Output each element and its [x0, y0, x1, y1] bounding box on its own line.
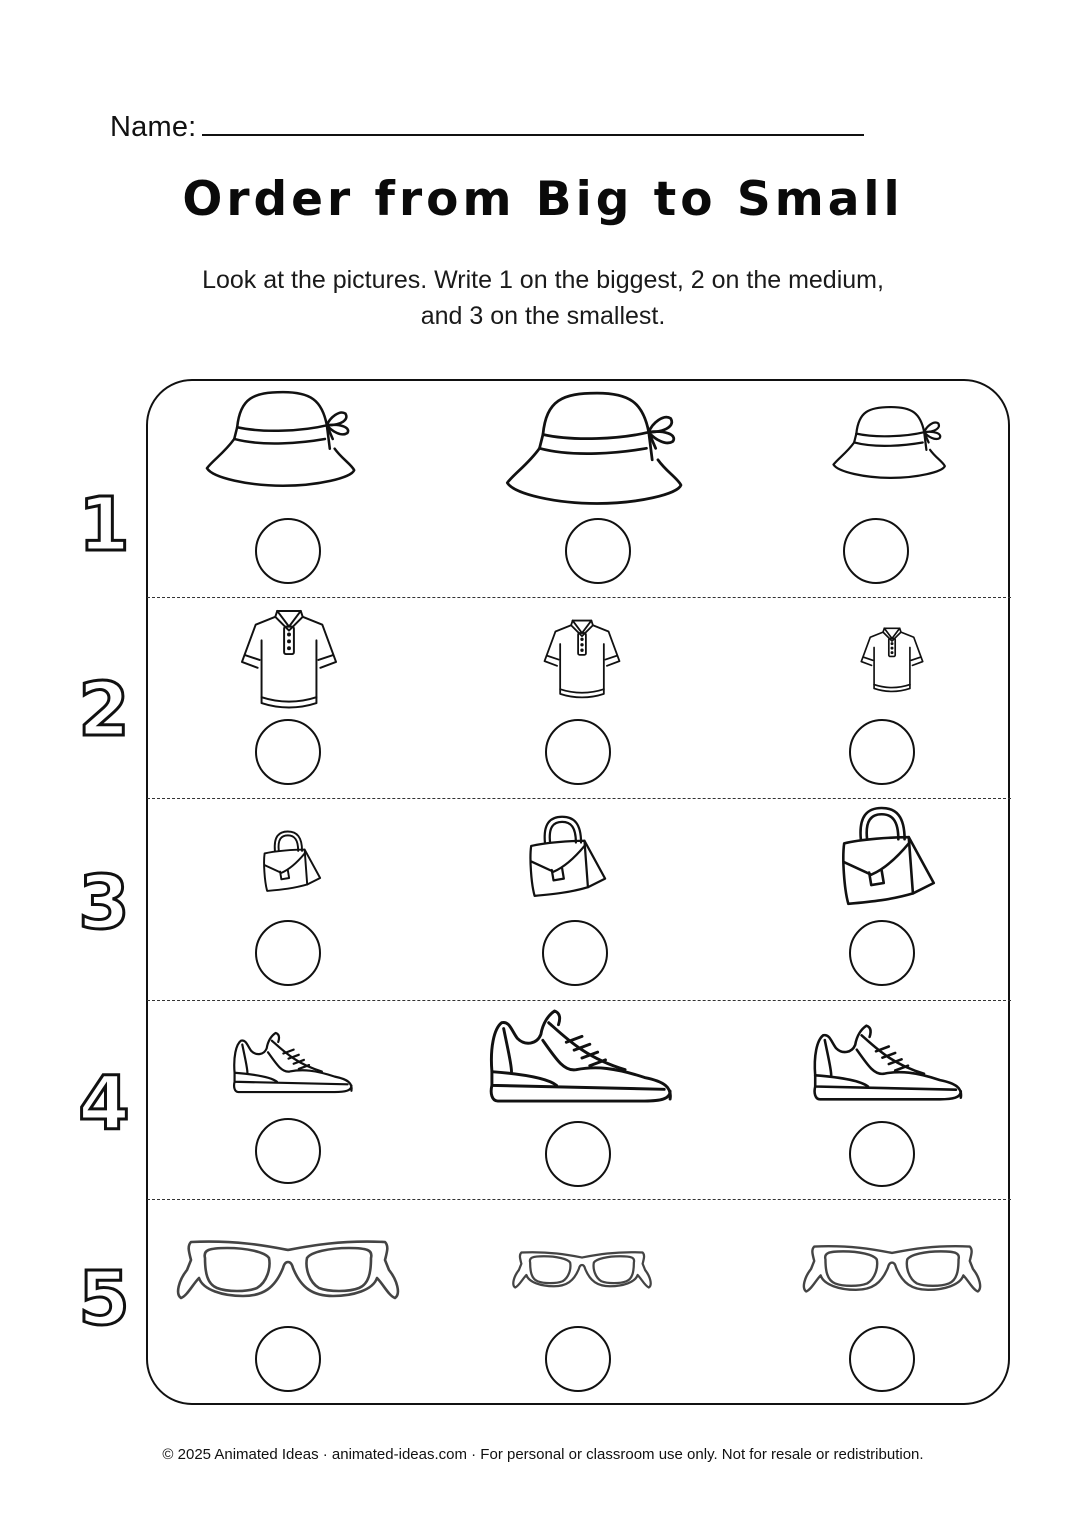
- handbag-icon: [262, 830, 324, 895]
- sneaker-icon: [488, 1008, 674, 1104]
- glasses-icon: [512, 1250, 652, 1290]
- answer-circle[interactable]: [565, 518, 631, 584]
- answer-circle[interactable]: [545, 1121, 611, 1187]
- row-divider: [147, 1000, 1011, 1001]
- answer-circle[interactable]: [255, 1326, 321, 1392]
- shirt-icon: [543, 615, 621, 701]
- name-field[interactable]: [110, 108, 864, 144]
- row-number-4: 4: [78, 1061, 130, 1147]
- row-number-3: 3: [78, 860, 130, 946]
- answer-circle[interactable]: [255, 920, 321, 986]
- page-title: Order from Big to Small: [182, 172, 904, 227]
- answer-circle[interactable]: [849, 920, 915, 986]
- row-divider: [147, 798, 1011, 799]
- instructions: [0, 262, 1086, 334]
- sneaker-icon: [812, 1024, 964, 1101]
- sneaker-icon: [232, 1031, 354, 1094]
- row-number-5: 5: [78, 1256, 130, 1342]
- answer-circle[interactable]: [255, 1118, 321, 1184]
- hat-icon: [832, 403, 950, 479]
- row-divider: [147, 597, 1011, 598]
- hat-icon: [205, 387, 361, 487]
- shirt-icon: [860, 623, 924, 695]
- answer-circle[interactable]: [255, 719, 321, 785]
- answer-circle[interactable]: [849, 719, 915, 785]
- instructions-line-2: and 3 on the smallest.: [420, 302, 666, 330]
- handbag-icon: [840, 805, 940, 911]
- answer-circle[interactable]: [843, 518, 909, 584]
- row-number-2: 2: [78, 667, 130, 753]
- handbag-icon: [527, 815, 611, 901]
- row-divider: [147, 1199, 1011, 1200]
- glasses-icon: [803, 1243, 981, 1295]
- answer-circle[interactable]: [849, 1121, 915, 1187]
- answer-circle[interactable]: [545, 1326, 611, 1392]
- name-blank-line[interactable]: [202, 108, 864, 136]
- name-label: Name:: [110, 111, 197, 143]
- answer-circle[interactable]: [849, 1326, 915, 1392]
- answer-circle[interactable]: [255, 518, 321, 584]
- answer-circle[interactable]: [542, 920, 608, 986]
- answer-circle[interactable]: [545, 719, 611, 785]
- glasses-icon: [177, 1238, 399, 1302]
- copyright-footer: © 2025 Animated Ideas · animated-ideas.com · For personal or classroom use only. Not for resale or redistribution.: [162, 1446, 924, 1463]
- hat-icon: [505, 387, 689, 505]
- instructions-line-1: Look at the pictures. Write 1 on the biggest, 2 on the medium,: [202, 266, 884, 294]
- row-number-1: 1: [78, 482, 130, 568]
- shirt-icon: [240, 605, 338, 711]
